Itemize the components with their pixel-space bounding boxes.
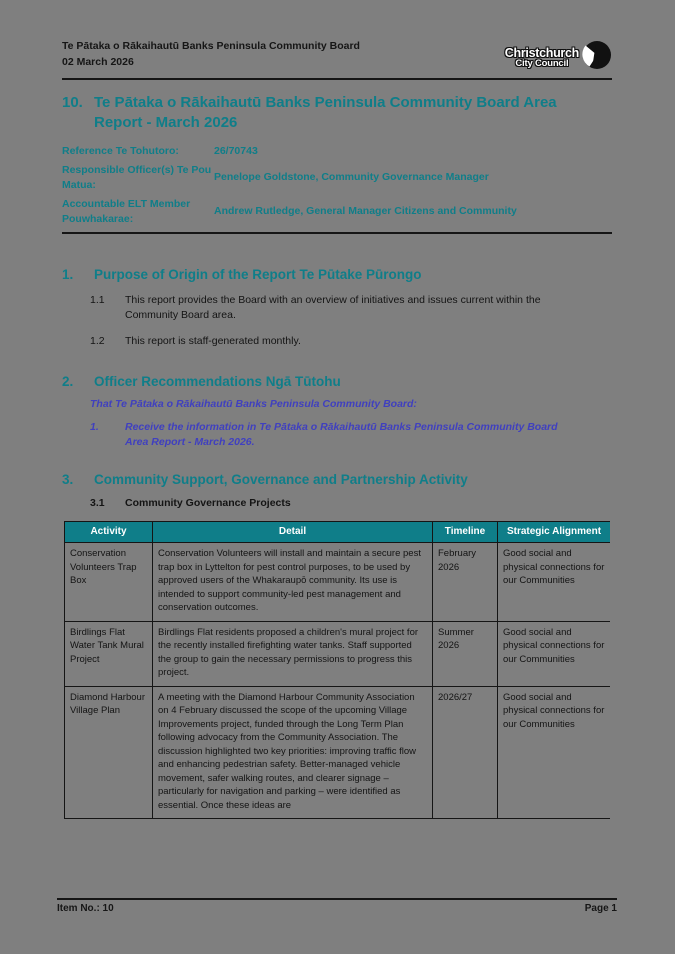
subsection-3-1-number: 3.1 <box>90 496 105 509</box>
column-header-strategic-alignment: Strategic Alignment <box>498 521 611 543</box>
subsection-3-1-heading <box>90 496 612 511</box>
column-header-activity: Activity <box>65 521 153 543</box>
page-header <box>62 38 612 75</box>
section-2-heading <box>62 374 612 389</box>
subsection-3-1-text: Community Governance Projects <box>125 496 291 509</box>
cell-activity: Birdlings Flat Water Tank Mural Project <box>65 621 153 686</box>
accountable-elt-label: Accountable ELT Member Pouwhakarae: <box>62 197 191 225</box>
section-3-title: Community Support, Governance and Partnership Activity <box>94 471 468 487</box>
responsible-officer-value: Penelope Goldstone, Community Governance Manager <box>214 171 489 183</box>
header-text <box>62 38 360 70</box>
section-2-number: 2. <box>62 373 74 389</box>
logo-line1: Christchurch <box>504 46 579 60</box>
cell-strategic-alignment: Good social and physical connections for our Communities <box>498 686 611 819</box>
report-title-text: Te Pātaka o Rākaihautū Banks Peninsula Community Board Area Report - March 2026 <box>94 94 557 132</box>
table-row <box>65 686 611 819</box>
responsible-officer-label: Responsible Officer(s) Te Pou Matua: <box>62 163 212 191</box>
page-footer <box>57 898 617 914</box>
header-board-name: Te Pātaka o Rākaihautū Banks Peninsula Community Board <box>62 40 360 52</box>
accountable-elt-value: Andrew Rutledge, General Manager Citizens and Community <box>214 205 517 217</box>
logo-line2: City Council <box>515 57 569 69</box>
christchurch-city-council-logo <box>505 40 612 75</box>
accountable-elt-row <box>62 195 612 229</box>
section-1-number: 1. <box>62 266 74 282</box>
cell-strategic-alignment: Good social and physical connections for our Communities <box>498 543 611 622</box>
paragraph-1-2-number: 1.2 <box>90 334 105 347</box>
cell-activity: Conservation Volunteers Trap Box <box>65 543 153 622</box>
section-2-title: Officer Recommendations Ngā Tūtohu <box>94 373 341 389</box>
column-header-timeline: Timeline <box>433 521 498 543</box>
reference-label: Reference Te Tohutoro: <box>62 144 179 157</box>
footer-item-number: Item No.: 10 <box>57 903 114 914</box>
cell-timeline: February 2026 <box>433 543 498 622</box>
activity-table-clip <box>64 521 610 922</box>
activity-table <box>64 521 610 820</box>
report-title <box>62 93 612 134</box>
recommendation-intro: That Te Pātaka o Rākaihautū Banks Peninsula Community Board: <box>90 397 417 410</box>
cell-timeline: 2026/27 <box>433 686 498 819</box>
paragraph-1-1-number: 1.1 <box>90 293 105 306</box>
cell-strategic-alignment: Good social and physical connections for our Communities <box>498 621 611 686</box>
cell-detail: Conservation Volunteers will install and maintain a secure pest trap box in Lyttelton for pest control purposes, to be used by approved users of the Whakaraupō community. Its use is intended to support community-led pest management and conservation outcomes. <box>153 543 433 622</box>
header-divider <box>62 78 612 80</box>
cell-timeline: Summer 2026 <box>433 621 498 686</box>
recommendation-item-1 <box>90 420 612 450</box>
reference-block <box>62 142 612 234</box>
page-content <box>62 38 612 922</box>
paragraph-1-2 <box>90 334 612 349</box>
reference-row <box>62 142 612 161</box>
cell-detail: Birdlings Flat residents proposed a children's mural project for the recently installed firefighting water tanks. Staff supported the group to gain the necessary permissions to progress this project. <box>153 621 433 686</box>
cell-detail: A meeting with the Diamond Harbour Community Association on 4 February discussed the scope of the upcoming Village Improvements project, funded through the Long Term Plan following advocacy from the Community Association. The discussion highlighted two key priorities: improving traffic flow and enhancing pedestrian safety. Better-managed vehicle movement, safer walking routes, and clearer signage – particularly for navigation and parking – were identified as essential. Once these ideas are <box>153 686 433 819</box>
header-date: 02 March 2026 <box>62 56 134 68</box>
section-1-title: Purpose of Origin of the Report Te Pūtake Pūrongo <box>94 266 422 282</box>
table-row <box>65 621 611 686</box>
paragraph-1-2-text: This report is staff-generated monthly. <box>125 334 301 347</box>
section-1-heading <box>62 267 612 282</box>
paragraph-1-1 <box>90 293 612 323</box>
section-3-heading <box>62 472 612 487</box>
council-emblem-icon <box>582 40 612 75</box>
reference-value: 26/70743 <box>214 144 258 157</box>
table-header-row <box>65 521 611 543</box>
logo-wordmark <box>505 47 579 68</box>
recommendation-item-1-number: 1. <box>90 420 99 433</box>
section-3-number: 3. <box>62 471 74 487</box>
footer-page-number: Page 1 <box>584 903 617 914</box>
recommendation-item-1-text: Receive the information in Te Pātaka o Rākaihautū Banks Peninsula Community Board Area Report - March 2026. <box>125 420 558 448</box>
table-row <box>65 543 611 622</box>
paragraph-1-1-text: This report provides the Board with an overview of initiatives and issues current within the Community Board area. <box>125 293 541 321</box>
report-title-number: 10. <box>62 94 83 111</box>
cell-activity: Diamond Harbour Village Plan <box>65 686 153 819</box>
responsible-officer-row <box>62 161 612 195</box>
column-header-detail: Detail <box>153 521 433 543</box>
